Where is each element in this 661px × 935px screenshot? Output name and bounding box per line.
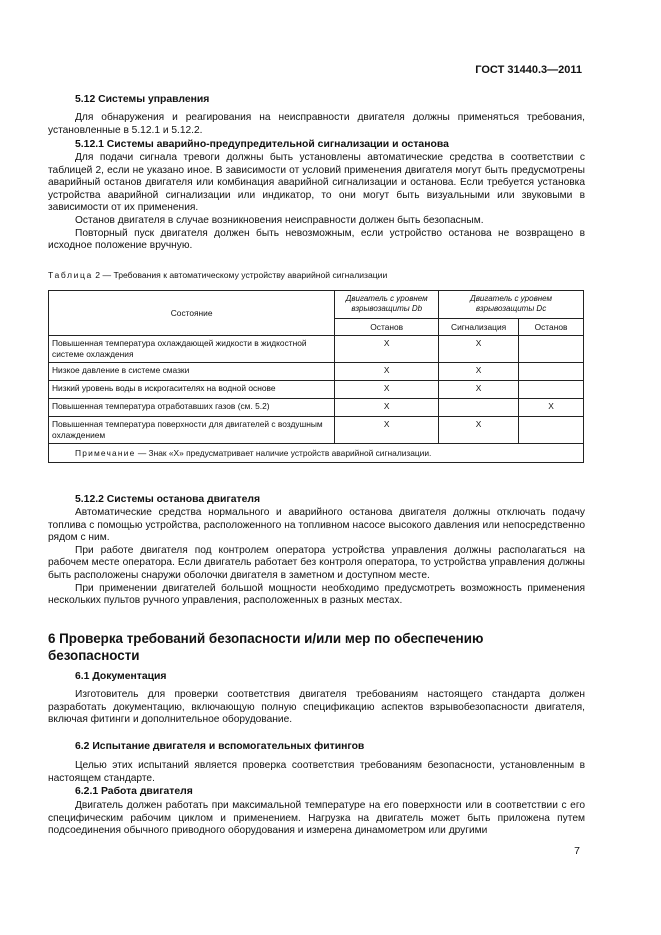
table-row (49, 381, 584, 399)
header-dc-alarm: Сигнализация (439, 318, 519, 335)
table-note-text: — Знак «Х» предусматривает наличие устройств аварийной сигнализации. (137, 448, 432, 458)
table-note (49, 444, 584, 463)
row-state: Повышенная температура охлаждающей жидкости в жидкостной системе охлаждения (49, 336, 335, 363)
section-6-2-1-text (48, 800, 585, 838)
section-5-12-2-text (48, 507, 585, 608)
cell-db-stop: X (335, 336, 439, 363)
section-5-12-2-title: 5.12.2 Системы останова двигателя (75, 494, 261, 505)
paragraph: При применении двигателей большой мощности необходимо предусмотреть возможность применения нескольких пультов ручного управления, расположенных в разных местах. (48, 582, 585, 607)
section-5-12-1-title: 5.12.1 Системы аварийно-предупредительной сигнализации и останова (75, 139, 449, 150)
header-db-stop: Останов (335, 318, 439, 335)
cell-dc-stop (519, 381, 584, 399)
cell-db-stop: X (335, 417, 439, 444)
paragraph: Автоматические средства нормального и аварийного останова двигателя должны отключать подачу топлива с помощью устройства, расположенного на топливном насосе высокого давления или непосредственно рядом с ним. (48, 507, 585, 544)
cell-dc-stop (519, 417, 584, 444)
alarm-requirements-table (48, 290, 584, 463)
page-number: 7 (574, 845, 580, 857)
section-5-12-text (48, 112, 585, 137)
cell-dc-stop: X (519, 399, 584, 417)
paragraph: Для обнаружения и реагирования на неисправности двигателя должны применяться требования, установленные в 5.12.1 и 5.12.2. (48, 112, 585, 136)
section-6-1-text (48, 689, 585, 727)
cell-dc-stop (519, 363, 584, 381)
row-state: Повышенная температура поверхности для двигателей с воздушным охлаждением (49, 417, 335, 444)
table-header-row (49, 291, 584, 319)
header-state: Состояние (49, 291, 335, 336)
paragraph: Изготовитель для проверки соответствия двигателя требованиям настоящего стандарта должен разработать документацию, включающую полную спецификацию аспектов взрывобезопасности двигателя, включая фитинги и дополнительное оборудование. (48, 689, 585, 726)
table-row (49, 399, 584, 417)
section-6-2-title: 6.2 Испытание двигателя и вспомогательных фитингов (75, 741, 365, 752)
section-6-title: 6 Проверка требований безопасности и/или мер по обеспечению безопасности (48, 631, 484, 663)
section-5-12-title: 5.12 Системы управления (75, 94, 210, 105)
table-caption (48, 270, 387, 280)
cell-dc-alarm (439, 399, 519, 417)
paragraph: Останов двигателя в случае возникновения неисправности должен быть безопасным. (75, 214, 484, 226)
header-dc: Двигатель с уровнем взрывозащиты Dc (439, 291, 584, 319)
cell-dc-stop (519, 336, 584, 363)
table-note-row (49, 444, 584, 463)
cell-dc-alarm: X (439, 381, 519, 399)
table-caption-text: 2 — Требования к автоматическому устройству аварийной сигнализации (95, 270, 388, 280)
cell-db-stop: X (335, 399, 439, 417)
paragraph: При работе двигателя под контролем оператора устройства управления должны располагаться на рабочем месте оператора. Если двигатель работает без контроля оператора, то устройства управления должны быть расположены снаружи оболочки двигателя в заметном и доступном месте. (48, 544, 585, 581)
table-row (49, 336, 584, 363)
paragraph: Двигатель должен работать при максимальной температуре на его поверхности или в соответствии с его специфическим рабочим циклом и применением. Нагрузка на двигатель может быть приложена путем подсоединения обычного приводного оборудования и измерена динамометром или другими (48, 800, 585, 837)
row-state: Повышенная температура отработавших газов (см. 5.2) (49, 399, 335, 417)
header-dc-stop: Останов (519, 318, 584, 335)
table-caption-label: Таблица (48, 270, 93, 280)
section-6-1-title: 6.1 Документация (75, 671, 167, 682)
section-5-12-1-text (48, 152, 585, 253)
cell-dc-alarm: X (439, 336, 519, 363)
paragraph: Для подачи сигнала тревоги должны быть установлены автоматические средства в соответствии с таблицей 2, если не указано иное. В зависимости от условий применения двигателя могут быть предусмотрены аварийный останов двигателя или комбинация аварийной сигнализации и останова. Если требуется установка устройства аварийной сигнализации или индикатор, то они могут быть визуальными или звуковыми в зависимости от их применения. (48, 152, 585, 214)
row-state: Низкий уровень воды в искрогасителях на водной основе (49, 381, 335, 399)
cell-dc-alarm: X (439, 363, 519, 381)
header-db: Двигатель с уровнем взрывозащиты Db (335, 291, 439, 319)
paragraph: Целью этих испытаний является проверка соответствия требованиям безопасности, установленным в настоящем стандарте. (48, 760, 585, 784)
section-6-2-text (48, 760, 585, 785)
table-row (49, 417, 584, 444)
table-note-label: Примечание (75, 448, 136, 458)
paragraph: Повторный пуск двигателя должен быть невозможным, если устройство останова не возвращено в исходное положение вручную. (48, 227, 585, 252)
cell-db-stop: X (335, 363, 439, 381)
row-state: Низкое давление в системе смазки (49, 363, 335, 381)
standard-header: ГОСТ 31440.3—2011 (475, 64, 582, 76)
section-6-2-1-title: 6.2.1 Работа двигателя (75, 786, 193, 797)
cell-db-stop: X (335, 381, 439, 399)
table-row (49, 363, 584, 381)
cell-dc-alarm: X (439, 417, 519, 444)
